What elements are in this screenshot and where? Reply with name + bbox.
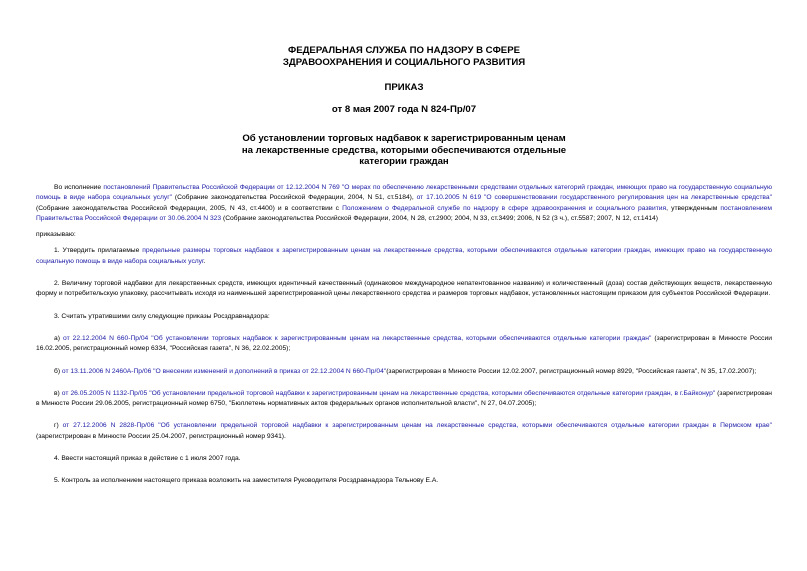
item-3b (36, 367, 772, 377)
item-3g (36, 421, 772, 442)
order-heading: ПРИКАЗ (384, 82, 424, 93)
link-order-2828[interactable]: от 27.12.2006 N 2828-Пр/06 "Об установлении предельной торговой надбавки к зарегистрированным ценам на лекарственные средства, которыми обеспечиваются отдельные категории граждан в Пермском крае" (62, 422, 772, 430)
link-order-660[interactable]: от 22.12.2004 N 660-Пр/04 "Об установлении торговых надбавок к зарегистрированным ценам на лекарственные средства, которыми обеспечиваются отдельные категории граждан" (63, 334, 652, 342)
item-3a-text: (зарегистрирован в Минюсте России 16.02.2005, регистрационный номер 6334, "Российская газета", N 36, 22.02.2005); (36, 334, 772, 353)
link-government-decree-619[interactable]: от 17.10.2005 N 619 "О совершенствовании государственного регулирования цен на лекарственные средства" (416, 194, 772, 202)
item-2: 2. Величину торговой надбавки для лекарственных средств, имеющих идентичный качественный (одинаковое международное непатентованное название) и количественный (доза) состав действующих веществ, лекарственную форму и потребительскую упаковку, рассчитывать исходя из наименьшей зарегистрированной цены лекарственного средства и размеров торговых надбавок, установленных настоящим приказом для субъектов Российской Федерации. (36, 280, 772, 298)
item-4: 4. Ввести настоящий приказ в действие с 1 июля 2007 года. (54, 455, 241, 463)
link-order-2460a[interactable]: от 13.11.2006 N 2460А-Пр/06 "О внесении изменений и дополнений в приказ от 22.12.2004 N 660-Пр/04" (61, 367, 387, 375)
link-government-decree-323[interactable]: постановлением Правительства Российской Федерации от 30.06.2004 N 323 (36, 204, 772, 222)
link-markup-limits[interactable]: предельные размеры торговых надбавок к зарегистрированным ценам на лекарственные средства, которыми обеспечиваются отдельные категории граждан, имеющих право на государственную социальную помощь в виде набора социальных услуг (36, 247, 772, 265)
item-3g-text: г) (54, 422, 63, 430)
order-title-line-3: категории граждан (359, 156, 449, 167)
authority-line-1: ФЕДЕРАЛЬНАЯ СЛУЖБА ПО НАДЗОРУ В СФЕРЕ (288, 45, 520, 56)
item-1 (36, 246, 772, 267)
document-body (36, 183, 772, 487)
item-3v (36, 389, 772, 410)
order-date-number: от 8 мая 2007 года N 824-Пр/07 (331, 104, 477, 115)
item-1-text: . (203, 257, 206, 265)
link-service-regulation[interactable]: Положением о Федеральной службе по надзору в сфере здравоохранения и социального развития (342, 204, 667, 212)
item-5: 5. Контроль за исполнением настоящего приказа возложить на заместителя Руководителя Росздравнадзора Тельнову Е.А. (54, 477, 439, 485)
issuing-authority (36, 45, 772, 68)
order-title (36, 133, 772, 168)
order-title-line-2: на лекарственные средства, которыми обеспечиваются отдельные (241, 144, 567, 156)
preamble-text: (Собрание законодательства Российской Федерации, 2004, N 28, ст.2900; 2004, N 33, ст.3499; 2006, N 52 (3 ч.), ст.5587; 2007, N 12, ст.1414) (221, 214, 658, 222)
authority-line-2: ЗДРАВООХРАНЕНИЯ И СОЦИАЛЬНОГО РАЗВИТИЯ (282, 56, 526, 68)
item-3b-text: (зарегистрирован в Минюсте России 12.02.2007, регистрационный номер 8929, "Российская газета", N 35, 17.02.2007); (386, 367, 757, 375)
item-3v-text: в) (54, 389, 62, 397)
preamble-text: , утвержденным (666, 204, 721, 212)
item-3: 3. Считать утратившими силу следующие приказы Росздравнадзора: (54, 312, 270, 320)
item-1-text: 1. Утвердить прилагаемые (54, 247, 143, 255)
link-government-decree-769[interactable]: постановлений Правительства Российской Федерации от 12.12.2004 N 769 "О мерах по обеспечению лекарственными средствами отдельных категорий граждан, имеющих право на государственную социальную помощь в виде набора социальных услуг" (36, 184, 772, 202)
preamble-text: (Собрание законодательства Российской Федерации, 2005, N 43, ст.4400) и в соответствии с (36, 204, 343, 212)
preamble-paragraph (36, 183, 772, 224)
orders-word: приказываю: (36, 231, 76, 239)
preamble-text: Во исполнение (54, 184, 104, 191)
item-3v-text: (зарегистрирован в Минюсте России 29.06.2005, регистрационный номер 6750, "Бюллетень нормативных актов федеральных органов исполнительной власти", N 27, 04.07.2005); (36, 389, 772, 408)
item-3b-text: б) (54, 367, 62, 375)
item-3a-text: а) (54, 334, 63, 342)
link-order-1132[interactable]: от 26.05.2005 N 1132-Пр/05 "Об установлении предельной торговой надбавки к зарегистрированным ценам на лекарственные средства, которыми обеспечиваются отдельные категории граждан, в г.Байконур" (61, 389, 716, 397)
preamble-text: (Собрание законодательства Российской Федерации, 2004, N 51, ст.5184), (172, 194, 417, 202)
item-3g-text: (зарегистрирован в Минюсте России 25.04.2007, регистрационный номер 9341). (36, 432, 286, 440)
item-3a (36, 334, 772, 355)
order-title-line-1: Об установлении торговых надбавок к зарегистрированным ценам (242, 133, 566, 144)
